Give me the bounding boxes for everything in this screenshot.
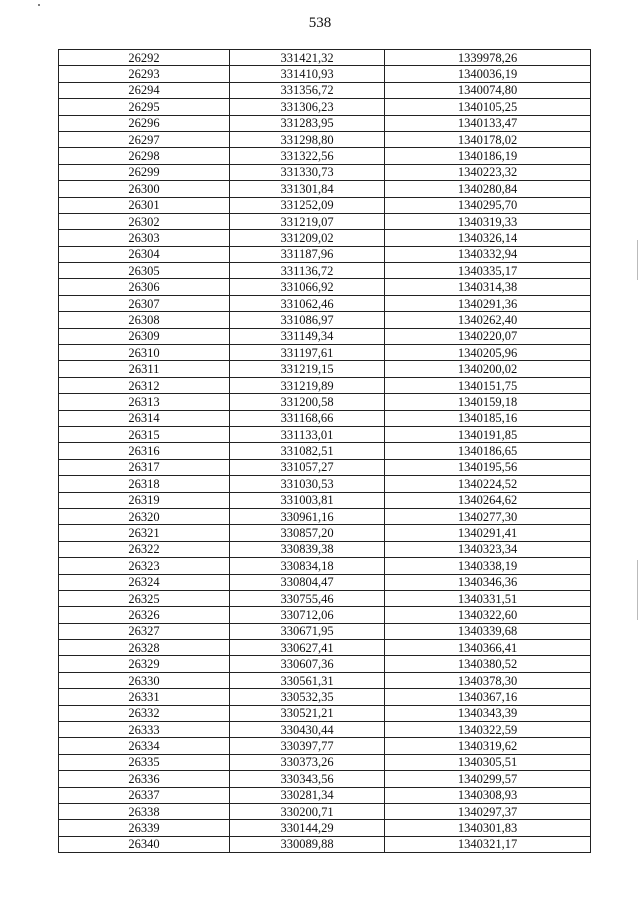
coordinates-table-body	[59, 50, 591, 853]
point-number-cell: 26298	[59, 148, 230, 164]
point-number-cell: 26314	[59, 410, 230, 426]
table-row	[59, 99, 591, 115]
x-coordinate-cell: 330373,26	[230, 754, 385, 770]
x-coordinate-cell: 330755,46	[230, 590, 385, 606]
x-coordinate-cell: 331301,84	[230, 181, 385, 197]
table-row	[59, 295, 591, 311]
x-coordinate-cell: 330343,56	[230, 771, 385, 787]
point-number-cell: 26320	[59, 508, 230, 524]
scan-speck	[38, 4, 40, 6]
table-row	[59, 50, 591, 66]
x-coordinate-cell: 331200,58	[230, 394, 385, 410]
point-number-cell: 26300	[59, 181, 230, 197]
x-coordinate-cell: 331057,27	[230, 459, 385, 475]
table-row	[59, 803, 591, 819]
table-row	[59, 640, 591, 656]
x-coordinate-cell: 331197,61	[230, 345, 385, 361]
x-coordinate-cell: 330281,34	[230, 787, 385, 803]
y-coordinate-cell: 1340223,32	[385, 164, 591, 180]
x-coordinate-cell: 331168,66	[230, 410, 385, 426]
y-coordinate-cell: 1340378,30	[385, 672, 591, 688]
table-row	[59, 246, 591, 262]
point-number-cell: 26302	[59, 213, 230, 229]
table-row	[59, 66, 591, 82]
y-coordinate-cell: 1340321,17	[385, 836, 591, 852]
point-number-cell: 26337	[59, 787, 230, 803]
x-coordinate-cell: 331030,53	[230, 476, 385, 492]
table-row	[59, 705, 591, 721]
point-number-cell: 26301	[59, 197, 230, 213]
x-coordinate-cell: 331082,51	[230, 443, 385, 459]
point-number-cell: 26308	[59, 312, 230, 328]
point-number-cell: 26309	[59, 328, 230, 344]
y-coordinate-cell: 1340159,18	[385, 394, 591, 410]
point-number-cell: 26322	[59, 541, 230, 557]
x-coordinate-cell: 330804,47	[230, 574, 385, 590]
y-coordinate-cell: 1340295,70	[385, 197, 591, 213]
table-row	[59, 508, 591, 524]
x-coordinate-cell: 331066,92	[230, 279, 385, 295]
point-number-cell: 26316	[59, 443, 230, 459]
y-coordinate-cell: 1340297,37	[385, 803, 591, 819]
x-coordinate-cell: 330521,21	[230, 705, 385, 721]
table-row	[59, 328, 591, 344]
point-number-cell: 26333	[59, 722, 230, 738]
table-row	[59, 443, 591, 459]
y-coordinate-cell: 1340224,52	[385, 476, 591, 492]
point-number-cell: 26327	[59, 623, 230, 639]
point-number-cell: 26336	[59, 771, 230, 787]
x-coordinate-cell: 331086,97	[230, 312, 385, 328]
table-row	[59, 820, 591, 836]
table-row	[59, 558, 591, 574]
y-coordinate-cell: 1340319,62	[385, 738, 591, 754]
point-number-cell: 26324	[59, 574, 230, 590]
point-number-cell: 26317	[59, 459, 230, 475]
table-row	[59, 492, 591, 508]
table-row	[59, 525, 591, 541]
y-coordinate-cell: 1340205,96	[385, 345, 591, 361]
table-row	[59, 312, 591, 328]
y-coordinate-cell: 1340301,83	[385, 820, 591, 836]
scan-edge-mark	[637, 240, 638, 280]
point-number-cell: 26339	[59, 820, 230, 836]
point-number-cell: 26295	[59, 99, 230, 115]
y-coordinate-cell: 1340322,60	[385, 607, 591, 623]
y-coordinate-cell: 1340186,65	[385, 443, 591, 459]
y-coordinate-cell: 1340105,25	[385, 99, 591, 115]
point-number-cell: 26292	[59, 50, 230, 66]
x-coordinate-cell: 330397,77	[230, 738, 385, 754]
y-coordinate-cell: 1340291,36	[385, 295, 591, 311]
table-row	[59, 263, 591, 279]
table-row	[59, 607, 591, 623]
y-coordinate-cell: 1340343,39	[385, 705, 591, 721]
y-coordinate-cell: 1340338,19	[385, 558, 591, 574]
table-row	[59, 426, 591, 442]
x-coordinate-cell: 330144,29	[230, 820, 385, 836]
point-number-cell: 26303	[59, 230, 230, 246]
y-coordinate-cell: 1340262,40	[385, 312, 591, 328]
x-coordinate-cell: 330430,44	[230, 722, 385, 738]
scan-edge-mark	[637, 560, 638, 620]
point-number-cell: 26315	[59, 426, 230, 442]
x-coordinate-cell: 330961,16	[230, 508, 385, 524]
table-row	[59, 771, 591, 787]
point-number-cell: 26325	[59, 590, 230, 606]
y-coordinate-cell: 1340036,19	[385, 66, 591, 82]
x-coordinate-cell: 330089,88	[230, 836, 385, 852]
point-number-cell: 26330	[59, 672, 230, 688]
point-number-cell: 26340	[59, 836, 230, 852]
point-number-cell: 26293	[59, 66, 230, 82]
y-coordinate-cell: 1340319,33	[385, 213, 591, 229]
x-coordinate-cell: 331187,96	[230, 246, 385, 262]
x-coordinate-cell: 331252,09	[230, 197, 385, 213]
table-row	[59, 787, 591, 803]
table-row	[59, 279, 591, 295]
y-coordinate-cell: 1340200,02	[385, 361, 591, 377]
y-coordinate-cell: 1340331,51	[385, 590, 591, 606]
coordinates-table	[58, 49, 591, 853]
y-coordinate-cell: 1340339,68	[385, 623, 591, 639]
x-coordinate-cell: 331421,32	[230, 50, 385, 66]
table-row	[59, 361, 591, 377]
y-coordinate-cell: 1340305,51	[385, 754, 591, 770]
y-coordinate-cell: 1340380,52	[385, 656, 591, 672]
y-coordinate-cell: 1340195,56	[385, 459, 591, 475]
point-number-cell: 26329	[59, 656, 230, 672]
point-number-cell: 26328	[59, 640, 230, 656]
point-number-cell: 26313	[59, 394, 230, 410]
y-coordinate-cell: 1340326,14	[385, 230, 591, 246]
y-coordinate-cell: 1340280,84	[385, 181, 591, 197]
point-number-cell: 26311	[59, 361, 230, 377]
y-coordinate-cell: 1340322,59	[385, 722, 591, 738]
y-coordinate-cell: 1340133,47	[385, 115, 591, 131]
x-coordinate-cell: 330627,41	[230, 640, 385, 656]
y-coordinate-cell: 1340277,30	[385, 508, 591, 524]
table-row	[59, 230, 591, 246]
x-coordinate-cell: 331298,80	[230, 131, 385, 147]
table-row	[59, 115, 591, 131]
y-coordinate-cell: 1340185,16	[385, 410, 591, 426]
x-coordinate-cell: 331330,73	[230, 164, 385, 180]
y-coordinate-cell: 1340332,94	[385, 246, 591, 262]
point-number-cell: 26332	[59, 705, 230, 721]
x-coordinate-cell: 331306,23	[230, 99, 385, 115]
table-row	[59, 656, 591, 672]
table-row	[59, 476, 591, 492]
point-number-cell: 26338	[59, 803, 230, 819]
table-row	[59, 164, 591, 180]
x-coordinate-cell: 330857,20	[230, 525, 385, 541]
table-row	[59, 459, 591, 475]
point-number-cell: 26335	[59, 754, 230, 770]
y-coordinate-cell: 1340367,16	[385, 689, 591, 705]
x-coordinate-cell: 331149,34	[230, 328, 385, 344]
x-coordinate-cell: 331219,07	[230, 213, 385, 229]
point-number-cell: 26334	[59, 738, 230, 754]
table-row	[59, 148, 591, 164]
point-number-cell: 26304	[59, 246, 230, 262]
y-coordinate-cell: 1340299,57	[385, 771, 591, 787]
point-number-cell: 26307	[59, 295, 230, 311]
x-coordinate-cell: 330671,95	[230, 623, 385, 639]
x-coordinate-cell: 330532,35	[230, 689, 385, 705]
table-row	[59, 213, 591, 229]
table-row	[59, 722, 591, 738]
page-number: 538	[308, 15, 332, 31]
table-row	[59, 82, 591, 98]
x-coordinate-cell: 330834,18	[230, 558, 385, 574]
y-coordinate-cell: 1340264,62	[385, 492, 591, 508]
x-coordinate-cell: 331219,89	[230, 377, 385, 393]
point-number-cell: 26326	[59, 607, 230, 623]
point-number-cell: 26318	[59, 476, 230, 492]
x-coordinate-cell: 330839,38	[230, 541, 385, 557]
y-coordinate-cell: 1340178,02	[385, 131, 591, 147]
table-row	[59, 377, 591, 393]
y-coordinate-cell: 1340151,75	[385, 377, 591, 393]
y-coordinate-cell: 1340186,19	[385, 148, 591, 164]
y-coordinate-cell: 1340220,07	[385, 328, 591, 344]
table-row	[59, 345, 591, 361]
y-coordinate-cell: 1340191,85	[385, 426, 591, 442]
x-coordinate-cell: 331062,46	[230, 295, 385, 311]
x-coordinate-cell: 331136,72	[230, 263, 385, 279]
x-coordinate-cell: 331219,15	[230, 361, 385, 377]
x-coordinate-cell: 330712,06	[230, 607, 385, 623]
x-coordinate-cell: 331133,01	[230, 426, 385, 442]
x-coordinate-cell: 331003,81	[230, 492, 385, 508]
y-coordinate-cell: 1340335,17	[385, 263, 591, 279]
x-coordinate-cell: 331283,95	[230, 115, 385, 131]
y-coordinate-cell: 1340308,93	[385, 787, 591, 803]
x-coordinate-cell: 330607,36	[230, 656, 385, 672]
table-row	[59, 754, 591, 770]
y-coordinate-cell: 1340314,38	[385, 279, 591, 295]
table-row	[59, 689, 591, 705]
table-row	[59, 541, 591, 557]
table-row	[59, 181, 591, 197]
y-coordinate-cell: 1340346,36	[385, 574, 591, 590]
table-row	[59, 197, 591, 213]
table-row	[59, 574, 591, 590]
point-number-cell: 26294	[59, 82, 230, 98]
point-number-cell: 26310	[59, 345, 230, 361]
table-row	[59, 623, 591, 639]
point-number-cell: 26323	[59, 558, 230, 574]
x-coordinate-cell: 331410,93	[230, 66, 385, 82]
point-number-cell: 26305	[59, 263, 230, 279]
y-coordinate-cell: 1340323,34	[385, 541, 591, 557]
x-coordinate-cell: 331356,72	[230, 82, 385, 98]
table-row	[59, 590, 591, 606]
y-coordinate-cell: 1339978,26	[385, 50, 591, 66]
table-row	[59, 394, 591, 410]
table-row	[59, 131, 591, 147]
point-number-cell: 26331	[59, 689, 230, 705]
table-row	[59, 836, 591, 852]
point-number-cell: 26299	[59, 164, 230, 180]
y-coordinate-cell: 1340291,41	[385, 525, 591, 541]
point-number-cell: 26321	[59, 525, 230, 541]
point-number-cell: 26297	[59, 131, 230, 147]
x-coordinate-cell: 331209,02	[230, 230, 385, 246]
table-row	[59, 672, 591, 688]
x-coordinate-cell: 330200,71	[230, 803, 385, 819]
y-coordinate-cell: 1340366,41	[385, 640, 591, 656]
x-coordinate-cell: 330561,31	[230, 672, 385, 688]
point-number-cell: 26306	[59, 279, 230, 295]
point-number-cell: 26319	[59, 492, 230, 508]
x-coordinate-cell: 331322,56	[230, 148, 385, 164]
point-number-cell: 26312	[59, 377, 230, 393]
table-row	[59, 738, 591, 754]
y-coordinate-cell: 1340074,80	[385, 82, 591, 98]
point-number-cell: 26296	[59, 115, 230, 131]
table-row	[59, 410, 591, 426]
